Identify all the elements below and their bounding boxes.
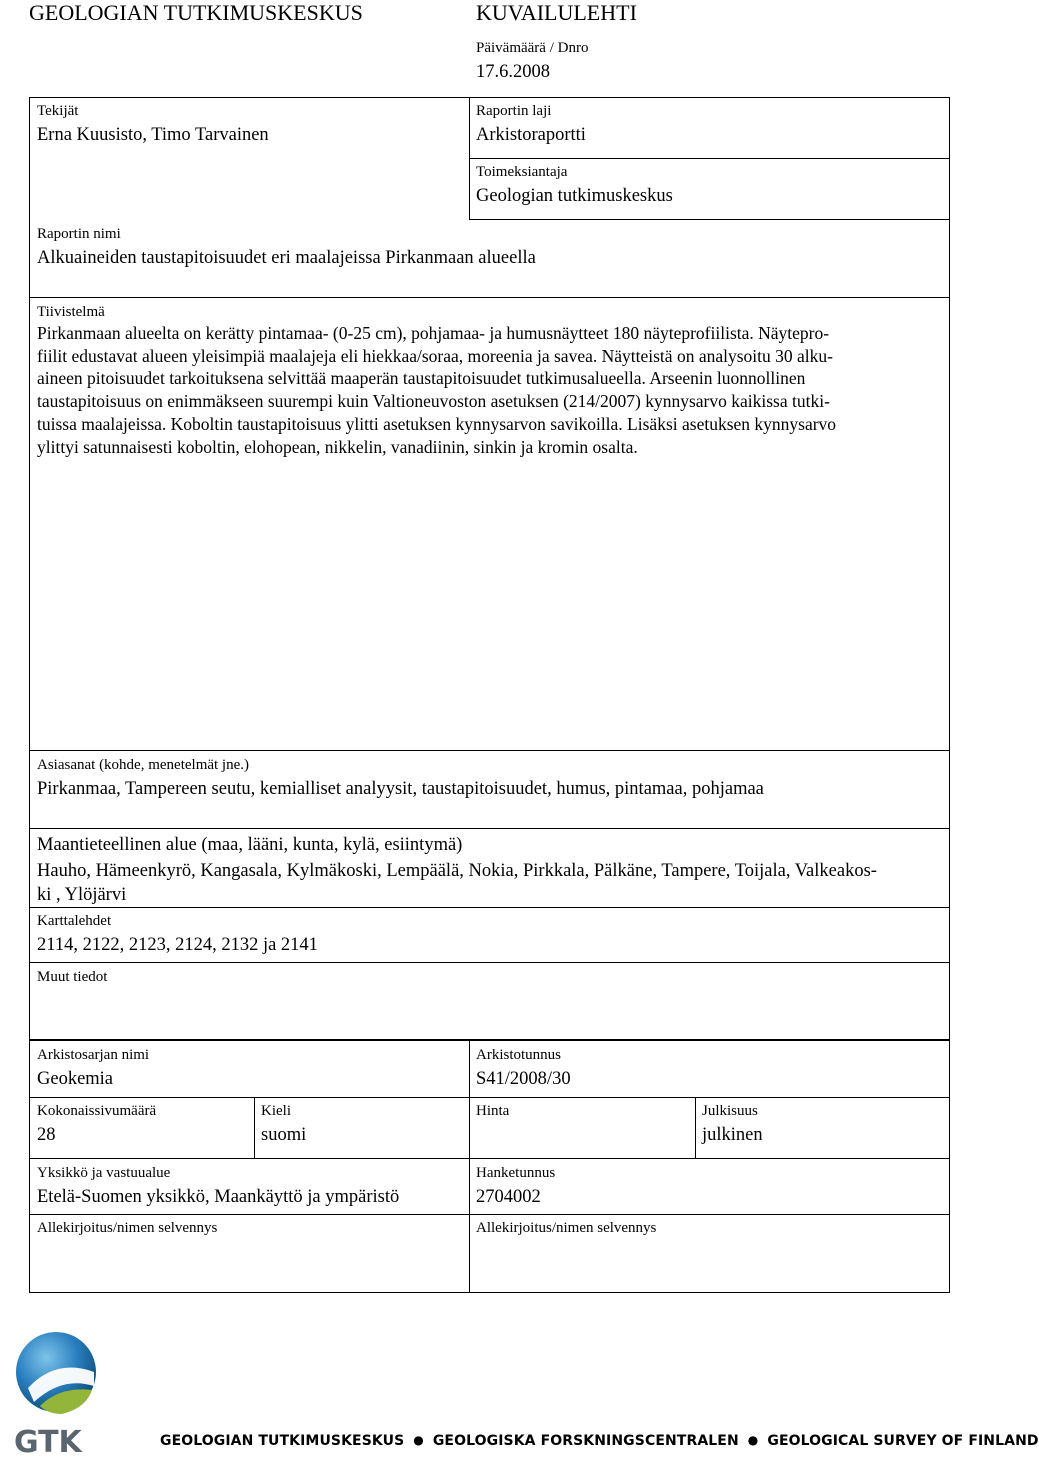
date-label: Päivämäärä / Dnro [476, 40, 589, 56]
divider-abstract [29, 750, 950, 751]
bullet-icon: ● [747, 1433, 759, 1447]
divider-map-sheets [29, 962, 950, 963]
pages-value: 28 [37, 1125, 56, 1145]
gtk-logo [10, 1328, 102, 1460]
report-name-value: Alkuaineiden taustapitoisuudet eri maalajeissa Pirkanmaan alueella [37, 248, 536, 268]
publicity-label: Julkisuus [702, 1103, 758, 1119]
signature-left-label: Allekirjoitus/nimen selvennys [37, 1220, 218, 1236]
project-id-label: Hanketunnus [476, 1165, 556, 1181]
abstract-line: fiilit edustavat alueen yleisimpiä maalajeja eli hiekkaa/soraa, moreenia ja savea. Näytteistä on analysoitu 30 alku- [37, 345, 833, 366]
project-id-value: 2704002 [476, 1187, 541, 1207]
divider-archive-row2 [29, 1158, 950, 1159]
date-value: 17.6.2008 [476, 62, 550, 82]
signature-right-label: Allekirjoitus/nimen selvennys [476, 1220, 657, 1236]
archive-id-value: S41/2008/30 [476, 1069, 571, 1089]
keywords-value: Pirkanmaa, Tampereen seutu, kemialliset analyysit, taustapitoisuudet, humus, pintamaa, pohjamaa [37, 779, 764, 799]
language-value: suomi [261, 1125, 307, 1145]
map-sheets-value: 2114, 2122, 2123, 2124, 2132 ja 2141 [37, 935, 318, 955]
document-type-title: KUVAILULEHTI [476, 0, 637, 25]
abstract-line: taustapitoisuus on enimmäkseen suurempi kuin Valtioneuvoston asetuksen (214/2007) kynnysarvo kaikissa tutki- [37, 391, 830, 412]
divider-archive-row3 [29, 1214, 950, 1215]
unit-label: Yksikkö ja vastuualue [37, 1165, 171, 1181]
commissioner-label: Toimeksiantaja [476, 164, 568, 180]
divider-keywords [29, 828, 950, 829]
abstract-text [37, 322, 937, 458]
authors-label: Tekijät [37, 103, 79, 119]
footer-name-en: GEOLOGICAL SURVEY OF FINLAND [767, 1433, 1039, 1449]
divider-geographic [29, 907, 950, 908]
footer-organization-names [160, 1433, 1039, 1449]
logo-text: GTK [14, 1425, 82, 1460]
language-label: Kieli [261, 1103, 291, 1119]
abstract-line: aineen pitoisuudet tarkoituksena selvittää maaperän taustapitoisuudet tutkimusalueella. Arseenin luonnollinen [37, 368, 806, 389]
divider-report-name [29, 297, 950, 298]
keywords-label: Asiasanat (kohde, menetelmät jne.) [37, 757, 250, 773]
archive-id-label: Arkistotunnus [476, 1047, 562, 1063]
report-type-label: Raportin laji [476, 103, 552, 119]
org-title: GEOLOGIAN TUTKIMUSKESKUS [29, 0, 363, 25]
abstract-line: ylittyi satunnaisesti koboltin, elohopean, nikkelin, vanadiinin, sinkin ja kromin osalta. [37, 436, 638, 457]
archive-series-label: Arkistosarjan nimi [37, 1047, 150, 1063]
geographic-label: Maantieteellinen alue (maa, lääni, kunta, kylä, esiintymä) [37, 835, 463, 855]
unit-value: Etelä-Suomen yksikkö, Maankäyttö ja ympäristö [37, 1187, 400, 1207]
abstract-label: Tiivistelmä [37, 304, 105, 320]
commissioner-value: Geologian tutkimuskeskus [476, 186, 673, 206]
archive-series-value: Geokemia [37, 1069, 114, 1089]
other-info-label: Muut tiedot [37, 969, 108, 985]
authors-value: Erna Kuusisto, Timo Tarvainen [37, 125, 269, 145]
footer-name-sv: GEOLOGISKA FORSKNINGSCENTRALEN [432, 1433, 739, 1449]
map-sheets-label: Karttalehdet [37, 913, 112, 929]
divider-report-type [469, 158, 950, 159]
divider-commissioner [469, 219, 950, 220]
pages-label: Kokonaissivumäärä [37, 1103, 157, 1119]
divider-archive-center [469, 1040, 470, 1293]
geographic-line: ki , Ylöjärvi [37, 885, 127, 905]
price-label: Hinta [476, 1103, 510, 1119]
footer-name-fi: GEOLOGIAN TUTKIMUSKESKUS [160, 1433, 405, 1449]
abstract-line: Pirkanmaan alueelta on kerätty pintamaa- (0-25 cm), pohjamaa- ja humusnäytteet 180 näyteprofiilista. Näytepro- [37, 323, 830, 343]
publicity-value: julkinen [702, 1125, 763, 1145]
divider-archive-row1 [29, 1097, 950, 1098]
divider-pages-language [254, 1097, 255, 1158]
report-name-label: Raportin nimi [37, 226, 121, 242]
geographic-line: Hauho, Hämeenkyrö, Kangasala, Kylmäkoski, Lempäälä, Nokia, Pirkkala, Pälkäne, Tampere, Toijala, Valkeakos- [37, 861, 877, 881]
bullet-icon: ● [413, 1433, 424, 1447]
abstract-line: tuissa maalajeissa. Koboltin taustapitoisuus ylitti asetuksen kynnysarvon savikoilla. Lisäksi asetuksen kynnysarvo [37, 413, 837, 434]
divider-price-publicity [695, 1097, 696, 1158]
form-frame-main [29, 97, 950, 1040]
report-type-value: Arkistoraportti [476, 125, 586, 145]
